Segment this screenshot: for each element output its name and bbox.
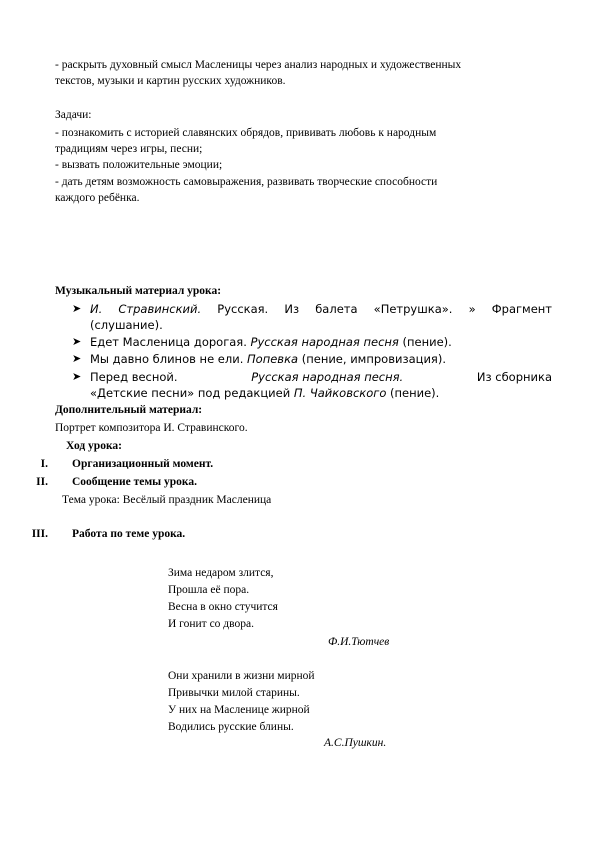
poem-line: Зима недаром злится, [168, 567, 274, 579]
composer-name: И. Стравинский. [90, 302, 202, 316]
task-line: каждого ребёнка. [55, 192, 140, 204]
task-line: - познакомить с историей славянских обрядов, прививать любовь к народным [55, 127, 437, 139]
step-label: Организационный момент. [72, 458, 214, 470]
music-item-genre: Русская народная песня [250, 335, 399, 349]
task-line: - дать детям возможность самовыражения, развивать творческие способности [55, 176, 438, 188]
arrow-bullet-icon: ➤ [72, 371, 82, 383]
music-item-genre: Попевка [247, 352, 299, 366]
music-item-title: Мы давно блинов не ели. [90, 352, 248, 366]
arrow-bullet-icon: ➤ [72, 353, 82, 365]
music-item-activity: (пение). [398, 335, 452, 349]
poem-line: Весна в окно стучится [168, 601, 278, 613]
music-item-text: (слушание). [90, 318, 163, 332]
poem-line: Прошла её пора. [168, 584, 250, 596]
poem-line: Привычки милой старины. [168, 687, 300, 699]
lesson-topic: Тема урока: Весёлый праздник Масленица [62, 494, 272, 506]
course-heading: Ход урока: [66, 440, 122, 452]
step-label: Работа по теме урока. [72, 528, 186, 540]
editor-name: П. Чайковского [293, 386, 387, 400]
step-number: II. [36, 476, 48, 488]
arrow-bullet-icon: ➤ [72, 336, 82, 348]
music-item-title: Едет Масленица дорогая. [90, 335, 251, 349]
task-line: традициям через игры, песни; [55, 143, 203, 155]
poem-author: Ф.И.Тютчев [328, 636, 390, 648]
music-item-text: Русская. Из балета «Петрушка». » Фрагмент [201, 302, 552, 316]
arrow-bullet-icon: ➤ [72, 303, 82, 315]
poem-line: Водились русские блины. [168, 721, 294, 733]
poem-line: И гонит со двора. [168, 618, 254, 630]
poem-line: Они хранили в жизни мирной [168, 670, 315, 682]
step-number: III. [31, 528, 48, 540]
additional-text: Портрет композитора И. Стравинского. [55, 422, 248, 434]
goal-line-2: текстов, музыки и картин русских художников. [55, 75, 286, 87]
additional-heading: Дополнительный материал: [55, 404, 203, 416]
music-item-activity: (пение, импровизация). [298, 352, 446, 366]
tasks-heading: Задачи: [55, 109, 92, 121]
music-item-title: Перед весной. [90, 370, 178, 384]
step-label: Сообщение темы урока. [72, 476, 198, 488]
music-item-activity: (пение). [386, 386, 440, 400]
music-item-source: Из сборника [476, 370, 552, 384]
goal-line-1: - раскрыть духовный смысл Масленицы через анализ народных и художественных [55, 59, 462, 71]
poem-author: А.С.Пушкин. [324, 737, 387, 749]
music-item-source: «Детские песни» под редакцией [90, 386, 294, 400]
poem-line: У них на Масленице жирной [168, 704, 310, 716]
music-heading: Музыкальный материал урока: [55, 285, 222, 297]
step-number: I. [40, 458, 48, 470]
task-line: - вызвать положительные эмоции; [55, 159, 223, 171]
music-item-genre: Русская народная песня. [251, 370, 404, 384]
